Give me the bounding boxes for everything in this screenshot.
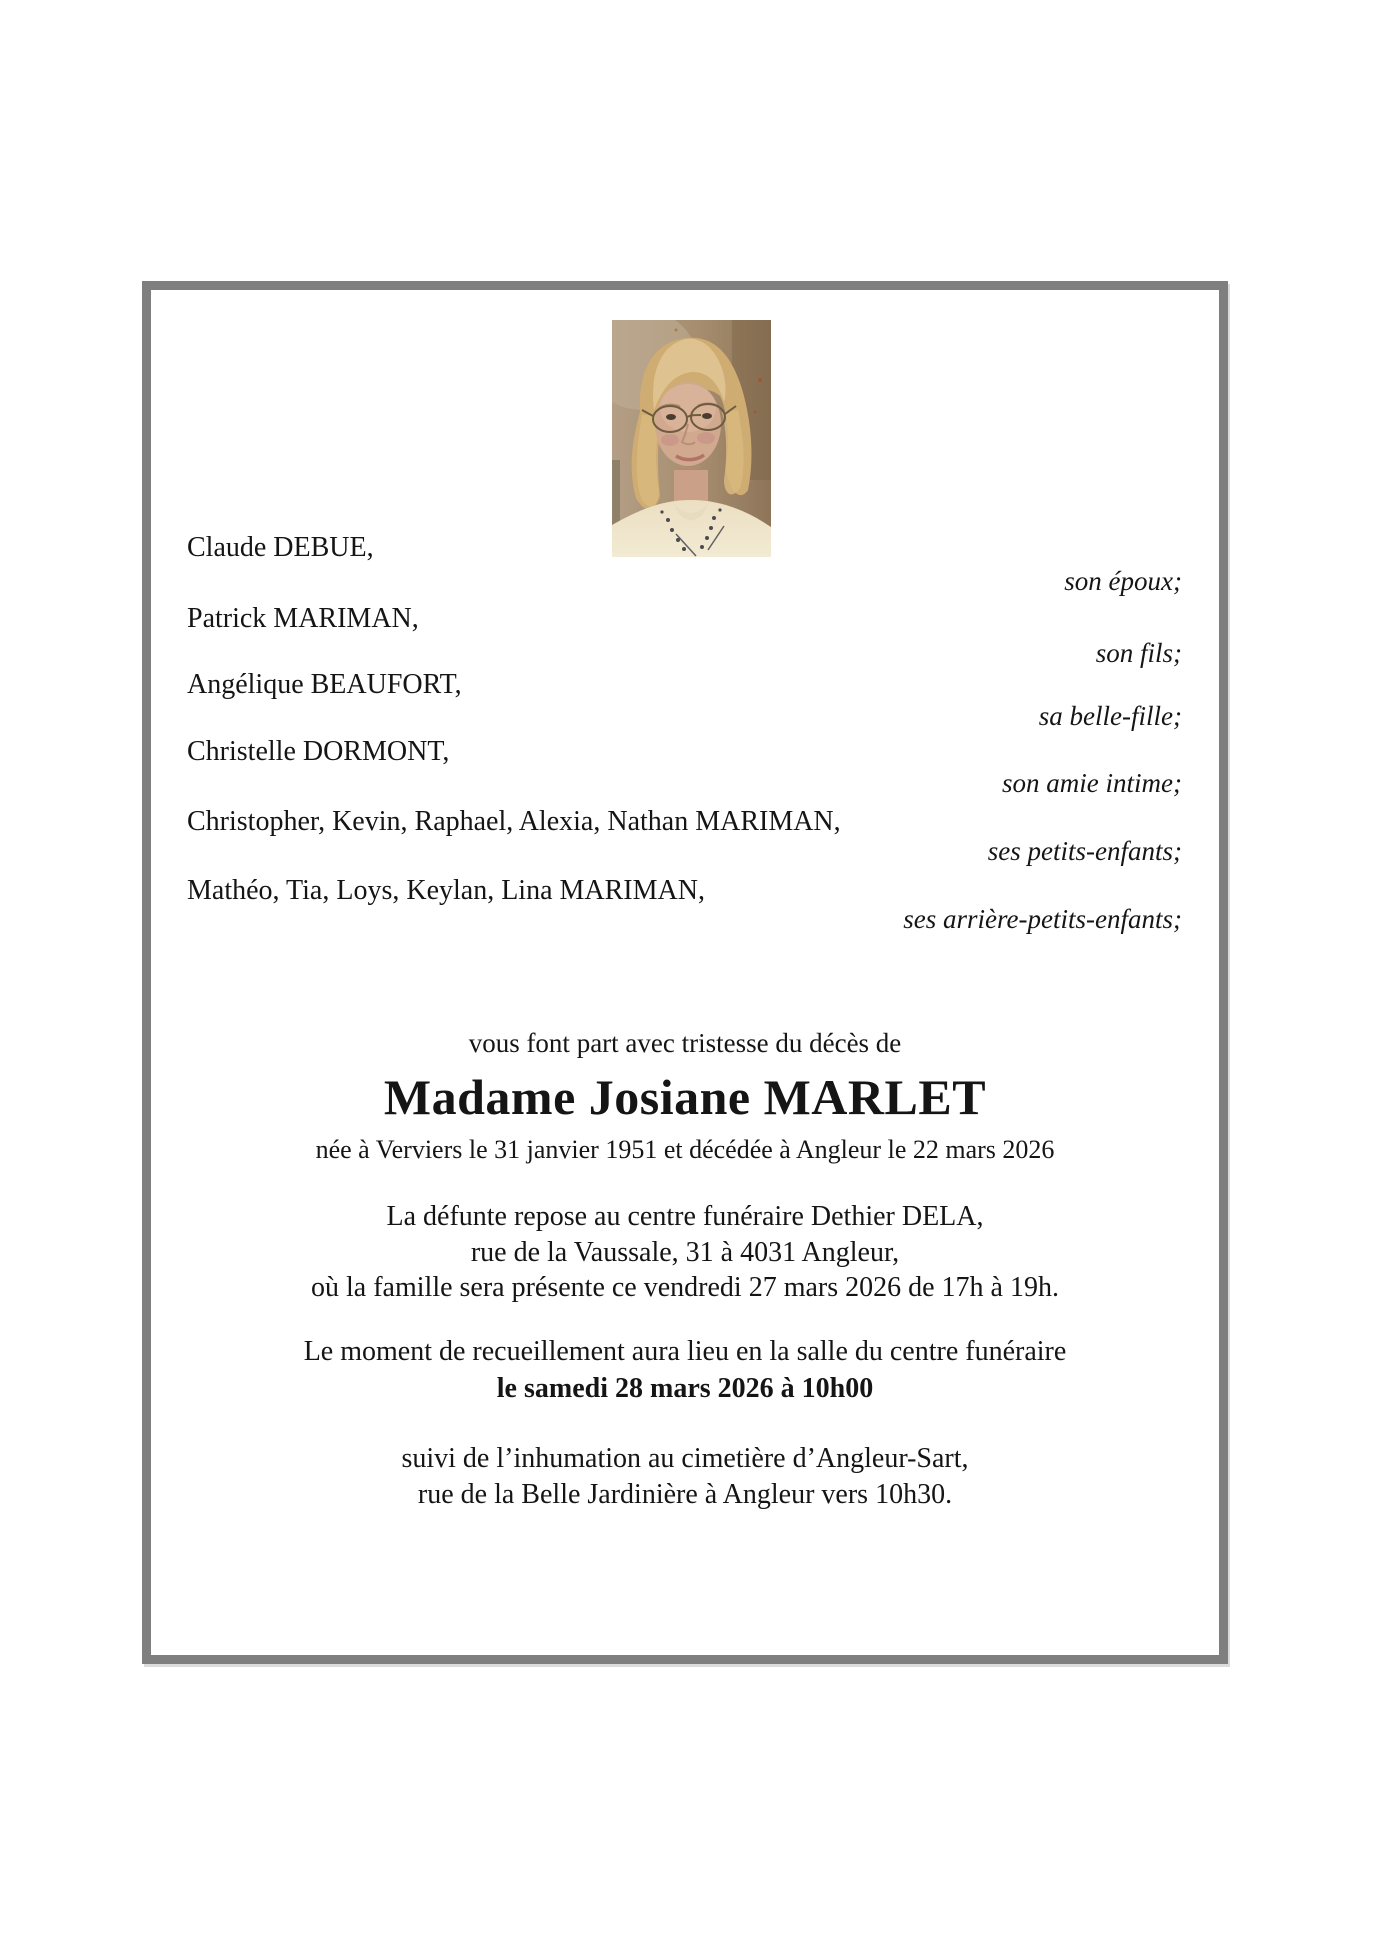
mourner-name-1: Claude DEBUE, [187, 532, 374, 563]
ceremony-line-2: le samedi 28 mars 2026 à 10h00 [496, 1373, 874, 1404]
mourner-relation-4: son amie intime; [1002, 768, 1182, 798]
portrait-photo [612, 320, 771, 557]
mourner-relation-6: ses arrière-petits-enfants; [903, 904, 1182, 934]
announcement-card-frame [142, 281, 1228, 1664]
mourner-name-3: Angélique BEAUFORT, [187, 669, 462, 700]
mourner-relation-3: sa belle-fille; [1038, 701, 1182, 731]
burial-line-1: suivi de l’inhumation au cimetière d’Angleur-Sart, [401, 1443, 969, 1474]
burial-line-2: rue de la Belle Jardinière à Angleur vers 10h30. [417, 1479, 953, 1510]
mourner-name-6: Mathéo, Tia, Loys, Keylan, Lina MARIMAN, [187, 875, 705, 906]
life-dates: née à Verviers le 31 janvier 1951 et décédée à Angleur le 22 mars 2026 [315, 1135, 1055, 1164]
mourner-name-5: Christopher, Kevin, Raphael, Alexia, Nathan MARIMAN, [187, 806, 841, 837]
mourner-name-2: Patrick MARIMAN, [187, 603, 419, 634]
mourner-relation-5: ses petits-enfants; [987, 836, 1182, 866]
ceremony-line-1: Le moment de recueillement aura lieu en la salle du centre funéraire [303, 1336, 1067, 1367]
repose-line-2: rue de la Vaussale, 31 à 4031 Angleur, [470, 1237, 900, 1268]
mourner-relation-2: son fils; [1095, 638, 1182, 668]
deceased-name: Madame Josiane MARLET [383, 1069, 987, 1125]
repose-line-1: La défunte repose au centre funéraire Dethier DELA, [386, 1201, 984, 1232]
intro-text: vous font part avec tristesse du décès de [468, 1028, 902, 1058]
mourner-name-4: Christelle DORMONT, [187, 736, 450, 767]
repose-line-3: où la famille sera présente ce vendredi 27 mars 2026 de 17h à 19h. [311, 1272, 1059, 1303]
mourner-relation-1: son époux; [1064, 566, 1182, 596]
